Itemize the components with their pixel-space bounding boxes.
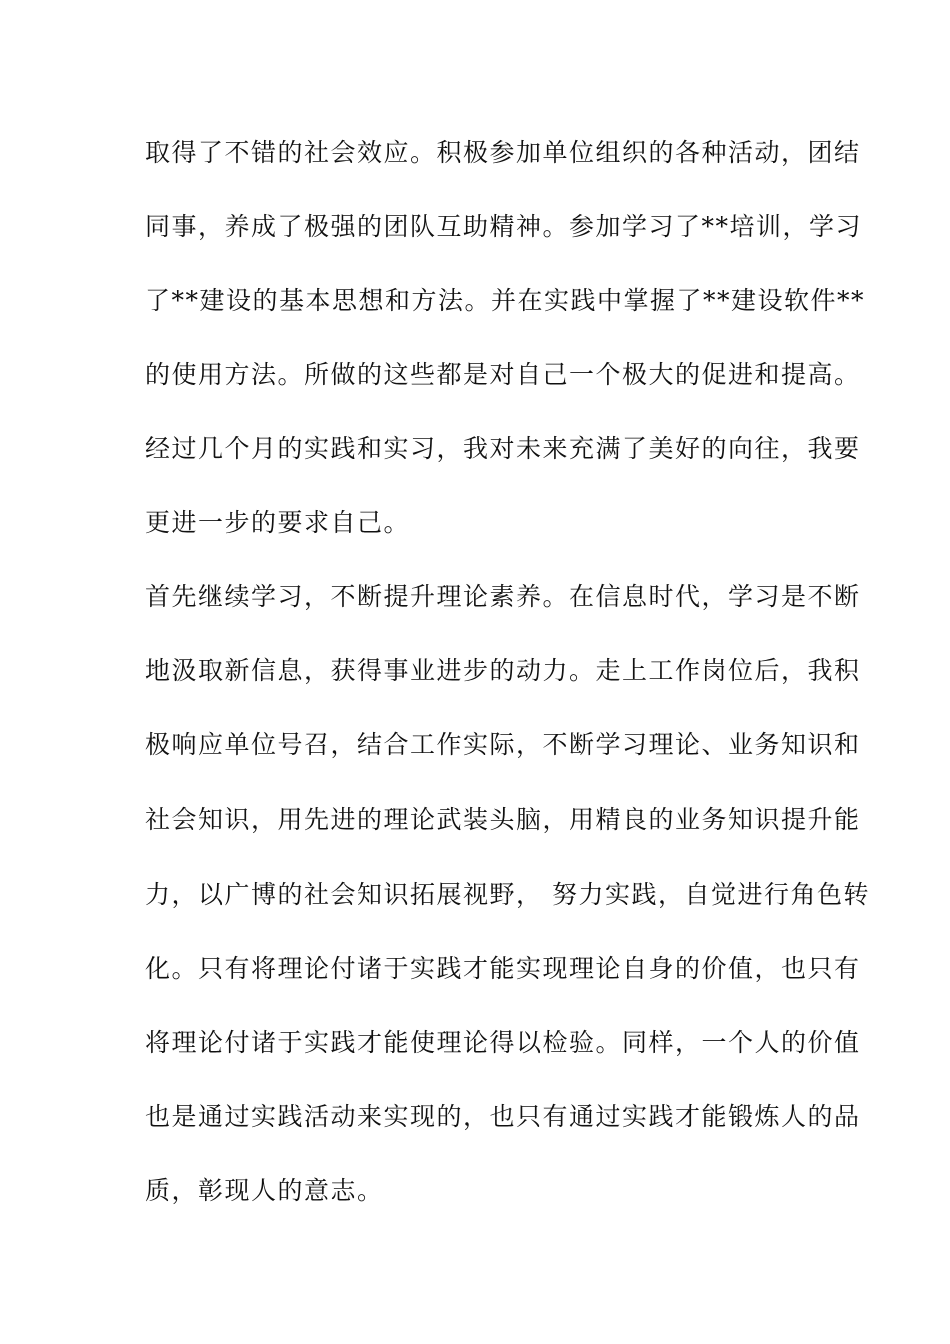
paragraph-line: 经过几个月的实践和实习，我对未来充满了美好的向往，我要	[145, 434, 861, 463]
paragraph-line: 也是通过实践活动来实现的，也只有通过实践才能锻炼人的品	[145, 1102, 861, 1131]
paragraph-line: 更进一步的要求自己。	[145, 508, 411, 537]
paragraph-line: 首先继续学习，不断提升理论素养。在信息时代，学习是不断	[145, 582, 861, 611]
paragraph-line: 力，以广博的社会知识拓展视野， 努力实践，自觉进行角色转	[145, 880, 870, 909]
paragraph-line: 的使用方法。所做的这些都是对自己一个极大的促进和提高。	[145, 360, 861, 389]
paragraph-line: 质，彰现人的意志。	[145, 1176, 384, 1205]
paragraph-line: 了**建设的基本思想和方法。并在实践中掌握了**建设软件**	[145, 286, 866, 315]
paragraph-line: 将理论付诸于实践才能使理论得以检验。同样，一个人的价值	[145, 1028, 861, 1057]
paragraph-line: 取得了不错的社会效应。积极参加单位组织的各种活动，团结	[145, 138, 861, 167]
paragraph-line: 极响应单位号召，结合工作实际，不断学习理论、业务知识和	[145, 730, 861, 759]
paragraph-line: 社会知识，用先进的理论武装头脑，用精良的业务知识提升能	[145, 805, 861, 834]
paragraph-line: 地汲取新信息，获得事业进步的动力。走上工作岗位后，我积	[145, 656, 861, 685]
paragraph-line: 同事，养成了极强的团队互助精神。参加学习了**培训，学习	[145, 212, 863, 241]
paragraph-line: 化。只有将理论付诸于实践才能实现理论自身的价值，也只有	[145, 954, 861, 983]
